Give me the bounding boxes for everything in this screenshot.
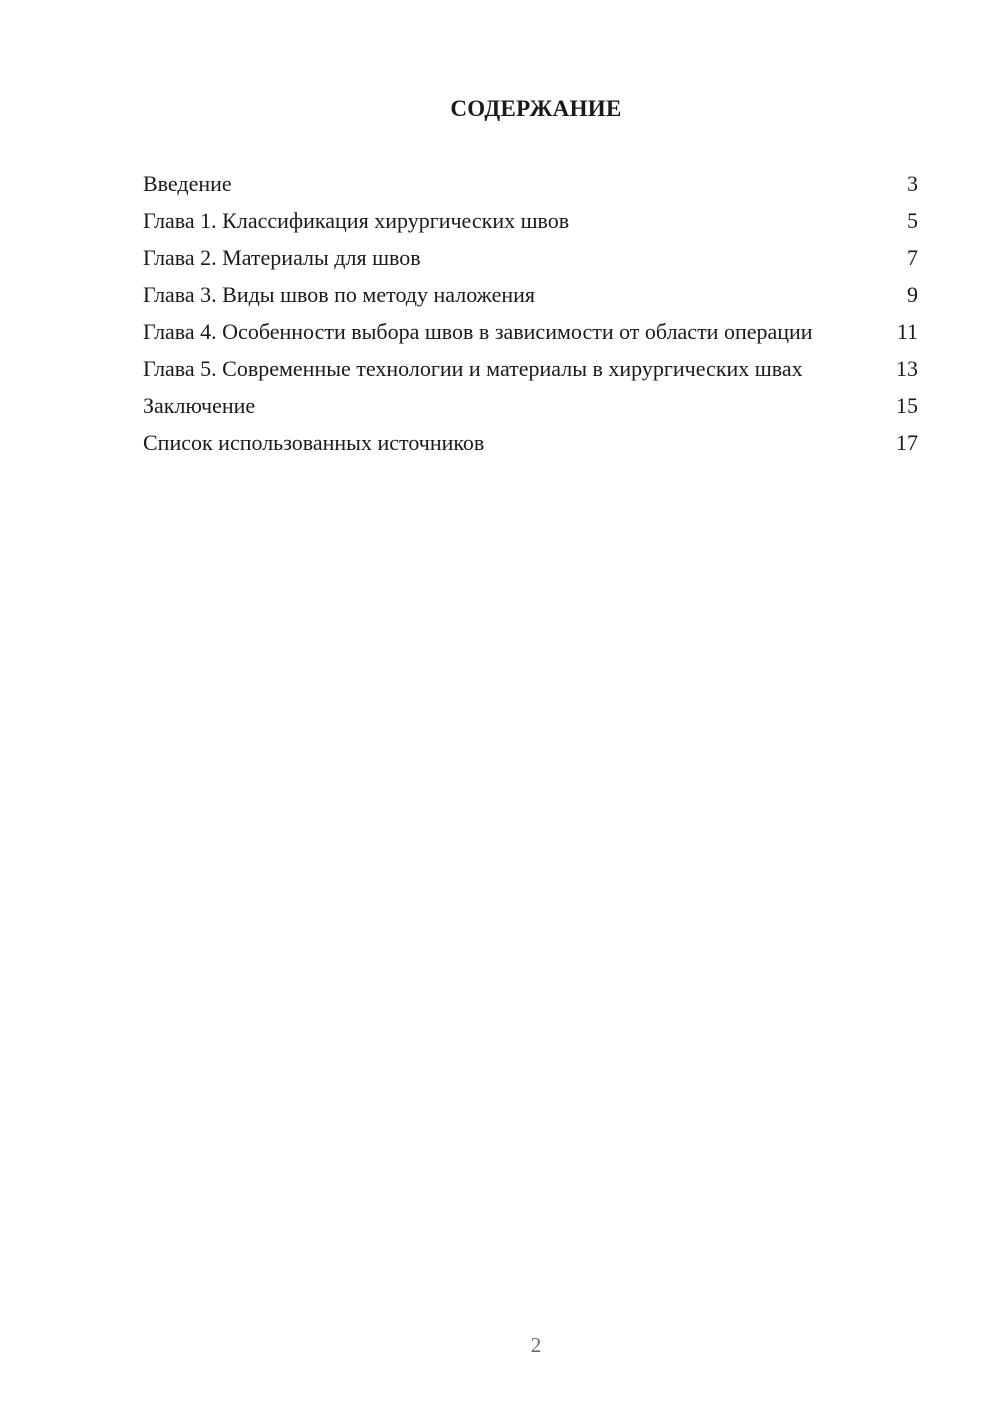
table-of-contents xyxy=(143,170,918,466)
toc-item-chapter-1 xyxy=(143,207,918,234)
toc-item-label: Список использованных источников xyxy=(143,430,485,455)
toc-item-label: Глава 2. Материалы для швов xyxy=(143,245,421,270)
toc-item-page: 17 xyxy=(896,430,918,455)
toc-item-label: Глава 4. Особенности выбора швов в зависимости от области операции xyxy=(143,319,813,344)
toc-item-page: 3 xyxy=(907,171,918,196)
toc-item-label: Заключение xyxy=(143,393,256,418)
toc-item-label: Введение xyxy=(143,171,232,196)
toc-item-introduction xyxy=(143,170,918,197)
toc-item-chapter-4 xyxy=(143,318,918,345)
toc-item-page: 5 xyxy=(907,208,918,233)
toc-item-page: 9 xyxy=(907,282,918,307)
toc-item-label: Глава 3. Виды швов по методу наложения xyxy=(143,282,536,307)
toc-item-conclusion xyxy=(143,392,918,419)
toc-item-label: Глава 5. Современные технологии и материалы в хирургических швах xyxy=(143,356,803,381)
toc-item-label: Глава 1. Классификация хирургических швов xyxy=(143,208,570,233)
toc-item-page: 13 xyxy=(896,356,918,381)
toc-item-chapter-5 xyxy=(143,355,918,382)
toc-item-chapter-3 xyxy=(143,281,918,308)
toc-item-page: 7 xyxy=(907,245,918,270)
toc-item-page: 11 xyxy=(896,319,918,344)
toc-item-page: 15 xyxy=(896,393,918,418)
page-number: 2 xyxy=(530,1333,542,1357)
toc-item-references xyxy=(143,429,918,456)
toc-item-chapter-2 xyxy=(143,244,918,271)
toc-title: СОДЕРЖАНИЕ xyxy=(450,96,622,121)
